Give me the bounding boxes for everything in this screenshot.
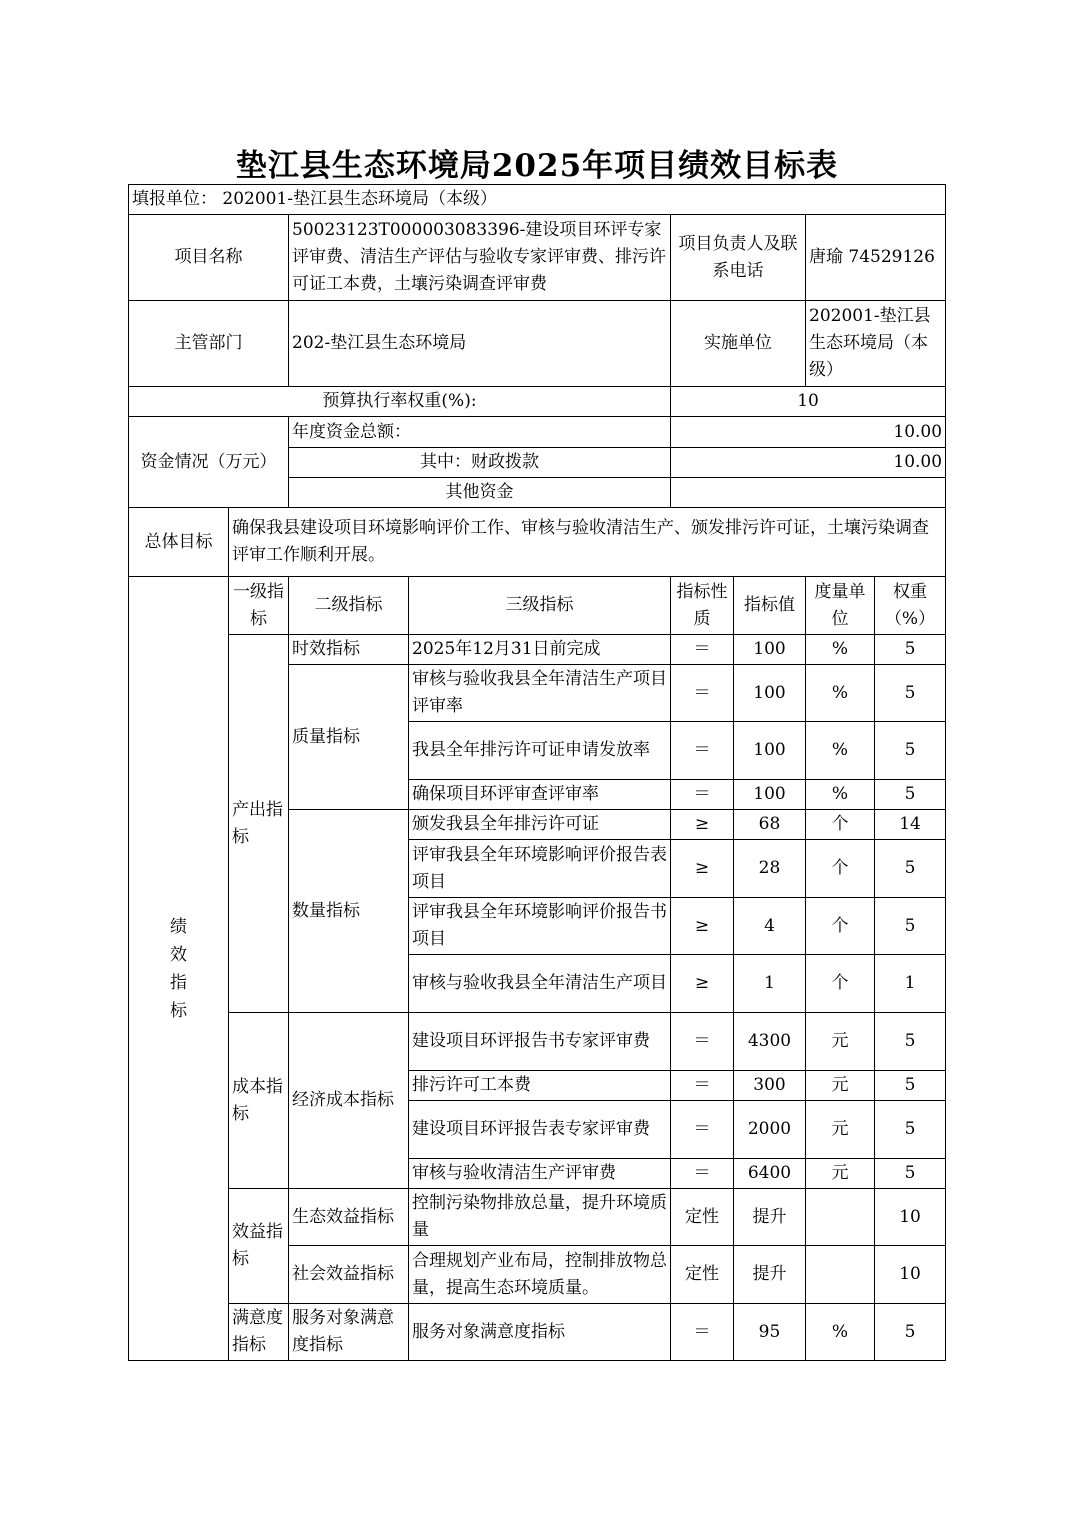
table-row-nature: ＝: [671, 1304, 734, 1361]
col-nature-header: 指标性质: [671, 577, 734, 635]
table-row-nature: ＝: [671, 722, 734, 780]
overall-goal-label: 总体目标: [129, 508, 229, 577]
overall-goal-value: 确保我县建设项目环境影响评价工作、审核与验收清洁生产、颁发排污许可证，土壤污染调查评审工作顺利开展。: [229, 508, 946, 577]
table-row-nature: ＝: [671, 1159, 734, 1189]
level1-satisfaction: 满意度指标: [229, 1304, 289, 1361]
table-row-unit: 个: [806, 955, 875, 1013]
table-row-value: 6400: [734, 1159, 806, 1189]
project-name-value: 50023123T000003083396-建设项目环评专家评审费、清洁生产评估与验收专家评审费、排污许可证工本费，土壤污染调查评审费: [289, 215, 671, 301]
table-row-l3: 确保项目环评审查评审率: [409, 780, 671, 810]
contact-label: 项目负责人及联系电话: [671, 215, 806, 301]
col-level3-header: 三级指标: [409, 577, 671, 635]
table-row-weight: 5: [875, 665, 946, 722]
table-row-unit: 元: [806, 1101, 875, 1159]
table-row-nature: ≥: [671, 840, 734, 898]
level2-economic-cost: 经济成本指标: [289, 1013, 409, 1189]
table-row-l3: 颁发我县全年排污许可证: [409, 810, 671, 840]
table-row-weight: 10: [875, 1189, 946, 1246]
table-row-value: 4300: [734, 1013, 806, 1071]
table-row-l3: 合理规划产业布局，控制排放物总量，提高生态环境质量。: [409, 1246, 671, 1304]
table-row-nature: ≥: [671, 955, 734, 1013]
table-row-weight: 5: [875, 780, 946, 810]
page-title: 垫江县生态环境局2025年项目绩效目标表: [235, 148, 839, 184]
annual-total-value: 10.00: [671, 417, 946, 448]
table-row-unit: 个: [806, 810, 875, 840]
table-row-l3: 评审我县全年环境影响评价报告书项目: [409, 898, 671, 955]
table-row-l3: 建设项目环评报告表专家评审费: [409, 1101, 671, 1159]
other-funds-label: 其他资金: [289, 478, 671, 508]
impl-unit-value: 202001-垫江县生态环境局（本级）: [806, 301, 946, 387]
col-level2-header: 二级指标: [289, 577, 409, 635]
table-row-value: 100: [734, 722, 806, 780]
level1-output: 产出指标: [229, 635, 289, 1013]
table-row-unit: %: [806, 1304, 875, 1361]
table-row-unit: %: [806, 722, 875, 780]
table-row-l3: 建设项目环评报告书专家评审费: [409, 1013, 671, 1071]
impl-unit-label: 实施单位: [671, 301, 806, 387]
table-row-nature: ＝: [671, 1101, 734, 1159]
table-row-value: 100: [734, 665, 806, 722]
table-row-weight: 5: [875, 1101, 946, 1159]
table-row-nature: ≥: [671, 898, 734, 955]
table-row-value: 95: [734, 1304, 806, 1361]
table-row-unit: 个: [806, 898, 875, 955]
table-row-unit: %: [806, 780, 875, 810]
table-row-weight: 5: [875, 840, 946, 898]
table-row-unit: [806, 1189, 875, 1246]
level2-quantity: 数量指标: [289, 810, 409, 1013]
table-row-nature: ≥: [671, 810, 734, 840]
table-row-nature: ＝: [671, 780, 734, 810]
table-row-nature: ＝: [671, 635, 734, 665]
project-name-label: 项目名称: [129, 215, 289, 301]
table-row-l3: 评审我县全年环境影响评价报告表项目: [409, 840, 671, 898]
other-funds-value: [671, 478, 946, 508]
table-row-value: 提升: [734, 1246, 806, 1304]
table-row-weight: 5: [875, 1013, 946, 1071]
table-row-weight: 14: [875, 810, 946, 840]
table-row-value: 28: [734, 840, 806, 898]
table-row-unit: 元: [806, 1159, 875, 1189]
perf-indicators-label: 绩效指标: [129, 577, 229, 1361]
table-row-weight: 5: [875, 898, 946, 955]
table-row-value: 2000: [734, 1101, 806, 1159]
table-row-nature: ＝: [671, 1013, 734, 1071]
table-row-unit: %: [806, 665, 875, 722]
contact-value: 唐瑜 74529126: [806, 215, 946, 301]
level2-timeliness: 时效指标: [289, 635, 409, 665]
level1-cost: 成本指标: [229, 1013, 289, 1189]
table-row-l3: 审核与验收我县全年清洁生产项目: [409, 955, 671, 1013]
table-row-l3: 2025年12月31日前完成: [409, 635, 671, 665]
table-row-unit: %: [806, 635, 875, 665]
table-row-value: 300: [734, 1071, 806, 1101]
table-row-value: 4: [734, 898, 806, 955]
table-row-l3: 审核与验收清洁生产评审费: [409, 1159, 671, 1189]
dept-value: 202-垫江县生态环境局: [289, 301, 671, 387]
table-row-weight: 5: [875, 1304, 946, 1361]
fund-status-label: 资金情况（万元）: [129, 417, 289, 508]
performance-target-table: [128, 184, 946, 1361]
level2-social-benefit: 社会效益指标: [289, 1246, 409, 1304]
table-row-l3: 控制污染物排放总量，提升环境质量: [409, 1189, 671, 1246]
col-weight-header: 权重（%）: [875, 577, 946, 635]
table-row-weight: 5: [875, 1159, 946, 1189]
table-row-nature: 定性: [671, 1189, 734, 1246]
table-row-weight: 10: [875, 1246, 946, 1304]
table-row-value: 100: [734, 780, 806, 810]
table-row-l3: 排污许可工本费: [409, 1071, 671, 1101]
level1-benefit: 效益指标: [229, 1189, 289, 1304]
dept-label: 主管部门: [129, 301, 289, 387]
table-row-unit: [806, 1246, 875, 1304]
table-row-unit: 个: [806, 840, 875, 898]
table-row-l3: 审核与验收我县全年清洁生产项目评审率: [409, 665, 671, 722]
level2-quality: 质量指标: [289, 665, 409, 810]
fiscal-label: 其中：财政拨款: [289, 448, 671, 478]
table-row-value: 68: [734, 810, 806, 840]
table-row-weight: 5: [875, 722, 946, 780]
annual-total-label: 年度资金总额：: [289, 417, 671, 448]
budget-weight-value: 10: [671, 387, 946, 417]
budget-weight-label: 预算执行率权重(%):: [129, 387, 671, 417]
col-level1-header: 一级指标: [229, 577, 289, 635]
table-row-unit: 元: [806, 1013, 875, 1071]
table-row-weight: 5: [875, 1071, 946, 1101]
table-row-l3: 我县全年排污许可证申请发放率: [409, 722, 671, 780]
table-row-value: 提升: [734, 1189, 806, 1246]
table-row-nature: ＝: [671, 1071, 734, 1101]
table-row-nature: 定性: [671, 1246, 734, 1304]
col-value-header: 指标值: [734, 577, 806, 635]
col-unit-header: 度量单位: [806, 577, 875, 635]
table-row-value: 1: [734, 955, 806, 1013]
table-row-weight: 1: [875, 955, 946, 1013]
table-row-weight: 5: [875, 635, 946, 665]
table-row-nature: ＝: [671, 665, 734, 722]
level2-eco-benefit: 生态效益指标: [289, 1189, 409, 1246]
table-row-unit: 元: [806, 1071, 875, 1101]
table-row-l3: 服务对象满意度指标: [409, 1304, 671, 1361]
level2-service-satisfaction: 服务对象满意度指标: [289, 1304, 409, 1361]
fill-unit: 填报单位： 202001-垫江县生态环境局（本级）: [129, 185, 946, 215]
fiscal-value: 10.00: [671, 448, 946, 478]
table-row-value: 100: [734, 635, 806, 665]
